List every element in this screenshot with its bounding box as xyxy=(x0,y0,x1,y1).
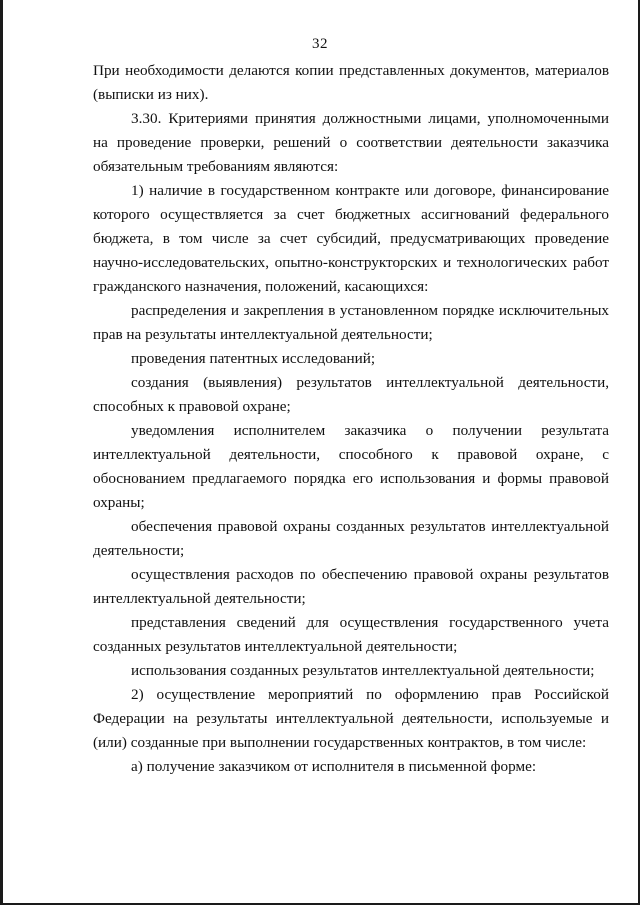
paragraph-item-2a: а) получение заказчиком от исполнителя в письменной форме: xyxy=(131,758,537,775)
paragraph-expenses: осуществления расходов по обеспечению правовой охраны результатов интеллектуальной деятельности; xyxy=(93,566,609,607)
paragraph-item-2: 2) осуществление мероприятий по оформлению прав Российской Федерации на результаты интеллектуальной деятельности, используемые и (или) созданные при выполнении государственных контрактов, в том числе: xyxy=(93,686,609,751)
paragraph-creation: создания (выявления) результатов интеллектуальной деятельности, способных к правовой охране; xyxy=(93,374,609,415)
paragraph-state-registration: представления сведений для осуществления государственного учета созданных результатов интеллектуальной деятельности; xyxy=(93,614,609,655)
page-number: 32 xyxy=(312,36,328,52)
paragraph-legal-protection: обеспечения правовой охраны созданных результатов интеллектуальной деятельности; xyxy=(93,518,609,559)
paragraph-item-1: 1) наличие в государственном контракте или договоре, финансирование которого осуществляется за счет бюджетных ассигнований федерального бюджета, в том числе за счет субсидий, предусматривающих проведение научно-исследовательских, опытно-конструкторских и технологических работ гражданского назначения, положений, касающихся: xyxy=(93,182,609,295)
paragraph-notification: уведомления исполнителем заказчика о получении результата интеллектуальной деятельности, способного к правовой охране, с обоснованием предлагаемого порядка его использования и формы правовой охраны; xyxy=(93,422,609,511)
paragraph-patent-research: проведения патентных исследований; xyxy=(131,350,376,367)
paragraph-criteria-intro: 3.30. Критериями принятия должностными лицами, уполномоченными на проведение проверки, решений о соответствии деятельности заказчика обязательным требованиям являются: xyxy=(93,110,609,175)
paragraph-copies-note: При необходимости делаются копии представленных документов, материалов (выписки из них). xyxy=(93,62,609,103)
paragraph-usage: использования созданных результатов интеллектуальной деятельности; xyxy=(131,662,595,679)
document-body xyxy=(93,59,609,779)
paragraph-distribution: распределения и закрепления в установленном порядке исключительных прав на результаты интеллектуальной деятельности; xyxy=(93,302,609,343)
scan-border-left xyxy=(0,0,3,905)
